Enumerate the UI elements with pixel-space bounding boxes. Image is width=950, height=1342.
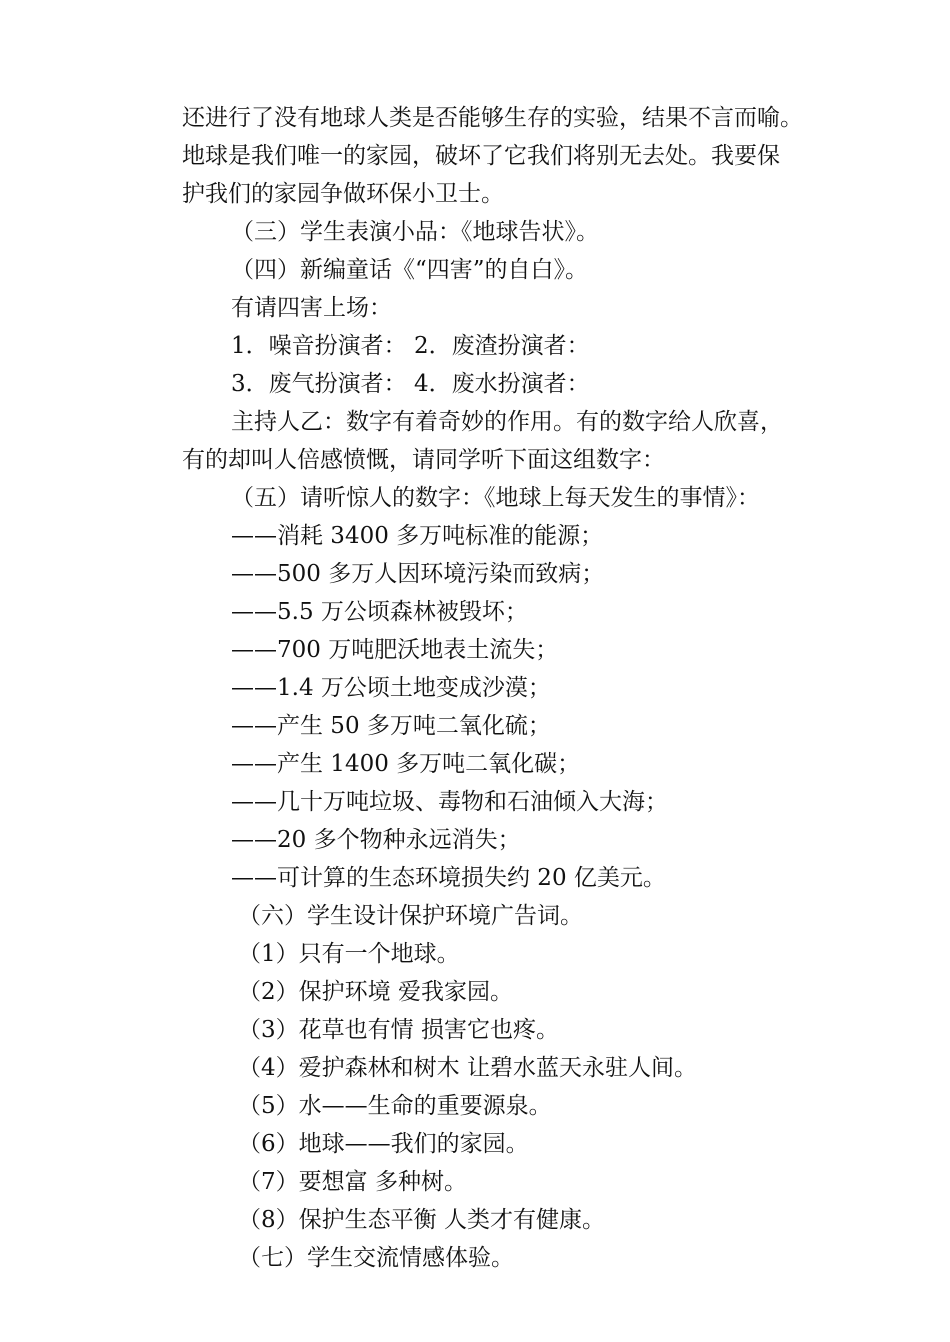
list-item: （1）只有一个地球。 (238, 941, 460, 967)
paragraph-line: 还进行了没有地球人类是否能够生存的实验，结果不言而喻。 (182, 105, 803, 131)
section-heading: （四）新编童话《“四害”的自白》。 (231, 257, 589, 283)
list-item: （4）爱护森林和树木 让碧水蓝天永驻人间。 (238, 1055, 697, 1081)
list-item: 3．废气扮演者： 4．废水扮演者： (231, 371, 590, 397)
section-heading: （三）学生表演小品：《地球告状》。 (231, 219, 599, 245)
list-item: ——700 万吨肥沃地表土流失； (231, 637, 559, 663)
list-item: ——几十万吨垃圾、毒物和石油倾入大海； (231, 789, 668, 815)
list-item: ——产生 1400 多万吨二氧化碳； (231, 751, 581, 777)
list-item: ——1.4 万公顷土地变成沙漠； (231, 675, 551, 701)
paragraph-line: 有请四害上场： (231, 295, 392, 321)
list-item: ——可计算的生态环境损失约 20 亿美元。 (231, 865, 666, 891)
section-heading: （六）学生设计保护环境广告词。 (238, 903, 583, 929)
paragraph-line: 主持人乙：数字有着奇妙的作用。有的数字给人欣喜， (231, 409, 783, 435)
paragraph-line: 有的却叫人倍感愤慨，请同学听下面这组数字： (182, 447, 665, 473)
paragraph-line: 护我们的家园争做环保小卫士。 (182, 181, 504, 207)
paragraph-line: 地球是我们唯一的家园，破坏了它我们将别无去处。我要保 (182, 143, 780, 169)
list-item: 1．噪音扮演者： 2．废渣扮演者： (231, 333, 590, 359)
list-item: ——消耗 3400 多万吨标准的能源； (231, 523, 604, 549)
list-item: （5）水——生命的重要源泉。 (238, 1093, 552, 1119)
list-item: （6）地球——我们的家园。 (238, 1131, 529, 1157)
section-heading: （五）请听惊人的数字：《地球上每天发生的事情》： (231, 485, 760, 511)
section-heading: （七）学生交流情感体验。 (238, 1245, 514, 1271)
list-item: （8）保护生态平衡 人类才有健康。 (238, 1207, 605, 1233)
list-item: ——产生 50 多万吨二氧化硫； (231, 713, 551, 739)
list-item: （7）要想富 多种树。 (238, 1169, 467, 1195)
list-item: ——500 多万人因环境污染而致病； (231, 561, 605, 587)
list-item: （3）花草也有情 损害它也疼。 (238, 1017, 559, 1043)
list-item: ——20 多个物种永远消失； (231, 827, 521, 853)
list-item: ——5.5 万公顷森林被毁坏； (231, 599, 528, 625)
list-item: （2）保护环境 爱我家园。 (238, 979, 513, 1005)
